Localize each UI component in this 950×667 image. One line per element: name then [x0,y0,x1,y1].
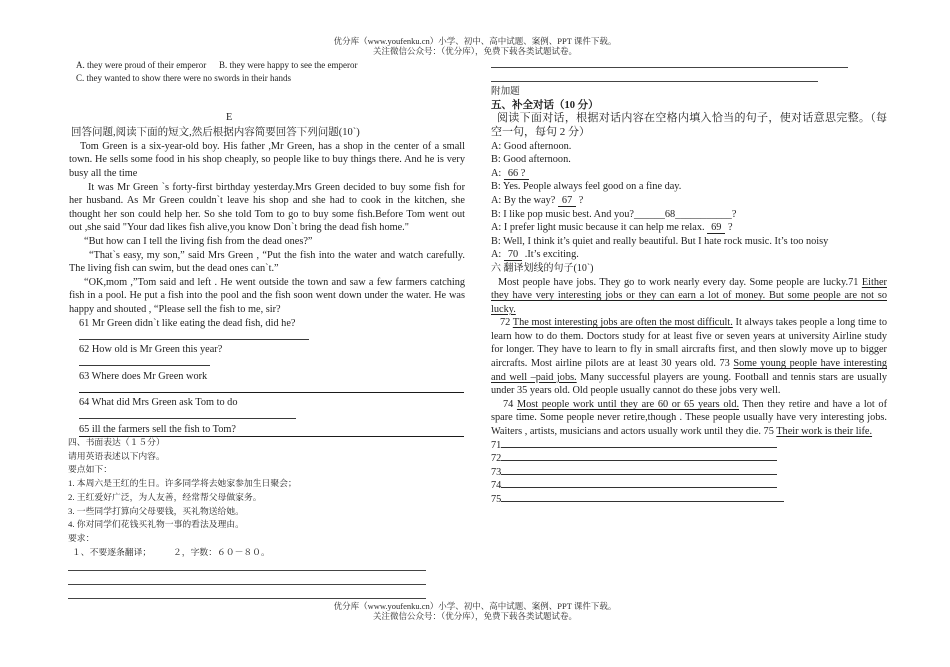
answer-line [79,356,465,369]
writing-line [68,560,426,571]
question-64 [79,396,465,409]
translation-answer-71 [491,439,887,453]
writing-points-label: 要点如下： [68,464,112,475]
underlined-sentence: Some young people have interesting and well –paid jobs. [491,358,888,383]
underlined-sentence: The most interesting jobs are often the most difficult. [512,317,733,329]
paragraph-text: Many successful players are young. Football and tennis stars are usually under 35 years old. Old people usually cannot do these jobs very well. [491,371,887,397]
paragraph-text: 72 [500,317,513,329]
writing-requirements [68,546,465,560]
writing-title: 四、书面表达（１５分） [68,436,165,447]
section-5-instruction: 阅读下面对话，根据对话内容在空格内填入恰当的句子，使对话意思完整。（每空一句，每句 2 分） [491,112,887,138]
header-line-2: 关注微信公众号：（优分库），免费下载各类试题试卷。 [372,45,577,56]
dialogue-text: B: Yes. People always feel good on a fine day. [491,181,682,193]
answer-rule [79,339,309,340]
blank-69: 69 [707,222,725,234]
dialogue-text: ? [725,222,733,234]
writing-prompt: 请用英语表述以下内容。 [68,450,165,461]
writing-point: 2. 王红爱好广泛，为人友善，经常帮父母做家务。 [68,491,262,502]
requirement-2: ２，字数：６０－８０。 [173,546,270,557]
question-65 [79,423,465,436]
passage-paragraph: “That`s easy, my son,” said Mrs Green , “Put the fish into the water and watch carefully. The living fish can swim, but the dead ones can`t.” [69,249,465,275]
question-text: 65 ill the farmers sell the fish to Tom? [79,423,236,435]
dialogue-line [491,208,887,222]
dialogue-line [491,167,887,181]
question-text: 61 Mr Green didn`t like eating the dead fish, did he? [79,317,296,329]
footer-line-1: 优分库（www.youfenku.cn）小学、初中、高中试题、案例、PPT 课件下载。 [333,601,617,611]
answer-number: 72 [491,453,502,465]
dialogue-text: B: I like pop music best. And you?______68___________? [491,208,737,220]
answer-line [491,81,818,82]
question-62 [79,343,465,356]
writing-line [68,585,426,599]
dialogue-line [491,235,887,249]
answer-rule [501,466,777,475]
writing-line [68,571,426,585]
writing-point: 1. 本周六是王红的生日。许多同学将去她家参加生日聚会； [68,478,297,488]
blank-67: 67 [558,195,576,207]
dialogue-text: A: [491,167,504,179]
question-text: 64 What did Mrs Green ask Tom to do [79,397,238,408]
options-row-1 [76,59,357,72]
answer-number: 75 [491,494,502,505]
answer-rule [79,418,296,419]
dialogue-text: B: Well, I think it’s quiet and really beautiful. But I hate rock music. It’s too noisy [491,235,829,247]
passage-paragraph: “But how can I tell the living fish from the dead ones?” [84,235,313,247]
paragraph-text: Then they retire and have a lot of spare time. Some people never retire,though . These people usually have very interesting jobs. Waiters , artists, musicians and actors usually work until they die. 75 [491,398,887,438]
paragraph-text: Most people have jobs. They go to work nearly every day. Some people are lucky.71 [498,276,862,288]
answer-line [491,67,848,68]
page-header [0,37,950,56]
translation-paragraph [491,398,887,439]
answer-rule [501,493,784,502]
writing-section [68,436,465,599]
translation-answer-75 [491,493,887,507]
underlined-sentence: Their work is their life. [776,426,873,438]
dialogue-text: ? [576,194,584,206]
question-63 [79,370,465,383]
writing-point: 4. 你对同学们花钱买礼物一事的看法及理由。 [68,519,244,530]
section-5-title: 五、补全对话（10 分） [491,99,599,111]
question-61 [79,317,465,330]
answer-number: 73 [491,466,502,478]
translation-answer-74 [491,479,887,493]
dialogue-line [491,194,887,208]
answer-rule [501,439,777,448]
translation-answer-73 [491,466,887,480]
dialogue-text: B: Good afternoon. [491,154,571,166]
answer-line [79,330,465,343]
translation-paragraph [491,276,887,317]
section-e-heading: E [226,112,233,123]
question-text: 63 Where does Mr Green work [79,370,208,382]
option-b: B. they were happy to see the emperor [219,59,358,70]
dialogue-text: A: I prefer light music because it can help me relax. [491,222,708,234]
header-line-1: 优分库（www.youfenku.cn）小学、初中、高中试题、案例、PPT 课件下载。 [333,36,617,46]
paragraph-text: 74 [503,398,517,410]
translation-answer-72 [491,452,887,466]
right-column [491,85,887,506]
previous-question-options [76,59,357,85]
underlined-sentence: Either they have very interesting jobs or they can earn a lot of money. But some people are not so lucky. [491,276,887,315]
dialogue-line [491,221,887,235]
answer-line [79,409,465,422]
dialogue-text: A: [491,249,504,261]
underlined-sentence: Most people work until they are 60 or 65 years old. [516,398,740,410]
section-6-title: 六 翻译划线的句子(10`) [491,262,594,274]
writing-requirements-label: 要求： [68,533,95,543]
translation-paragraph [491,316,887,398]
dialogue-text: .It’s exciting. [522,249,579,261]
writing-point: 3. 一些同学打算向父母要钱，买礼物送给她。 [68,505,244,516]
extra-questions-label: 附加题 [491,86,520,98]
answer-rule [79,392,464,393]
passage-paragraph: Tom Green is a six-year-old boy. His father ,Mr Green, has a shop in the center of a small town. He sells some food in his shop cheaply, so people like to buy things there. And he is very busy all the time [69,140,465,179]
reading-instruction: 回答问题,阅读下面的短文,然后根据内容简要回答下列问题(10`) [71,127,360,139]
option-a: A. they were proud of their emperor [76,59,207,70]
question-text: 62 How old is Mr Green this year? [79,344,223,355]
passage-paragraph: “OK,mom ,”Tom said and left . He went outside the town and saw a few farmers catching fish in a pool. He put a fish into the pool and the fish soon went down under the water. He was happy and shouted , “Please sell the fish to me, sir? [69,276,465,315]
answer-number: 71 [491,439,502,451]
answer-rule [79,365,210,366]
dialogue-line [491,248,887,262]
answer-rule [501,452,777,461]
passage-paragraph: It was Mr Green `s forty-first birthday yesterday.Mrs Green decided to buy some fish for her husband. As Mr Green couldn`t leave his shop and she had to cook in the kitchen, she thought her son could help her. So she told Tom to go to buy some fish.Before Tom went out out ,she said "Your dad likes fish alive,you know Don`t bring the dead fish home." [69,181,465,234]
dialogue-line [491,153,887,167]
footer-line-2: 关注微信公众号：（优分库），免费下载各类试题试卷。 [372,610,577,621]
option-c: C. they wanted to show there were no swords in their hands [76,72,291,83]
answer-number: 74 [491,480,502,492]
dialogue-text: A: Good afternoon. [491,140,572,152]
answer-rule [501,479,777,488]
paragraph-text: It always takes people a long time to learn how to do them. Doctors study for at least five or seven years at university Airline study for longer. They have to learn to fly in small aircrafts first, and then slowly move up to bigger aircrafts. Most airline pilots are at least 30 years old. 73 [491,317,887,370]
requirement-1: １、不要逐条翻译； [72,546,152,557]
page-footer [0,602,950,621]
dialogue-text: A: By the way? [491,194,558,206]
dialogue-line [491,180,887,194]
blank-70: 70 [504,249,522,261]
section-divider [79,436,464,437]
blank-66: 66 ? [504,168,529,180]
answer-line [79,383,465,396]
dialogue-line [491,140,887,154]
left-column [69,126,465,598]
